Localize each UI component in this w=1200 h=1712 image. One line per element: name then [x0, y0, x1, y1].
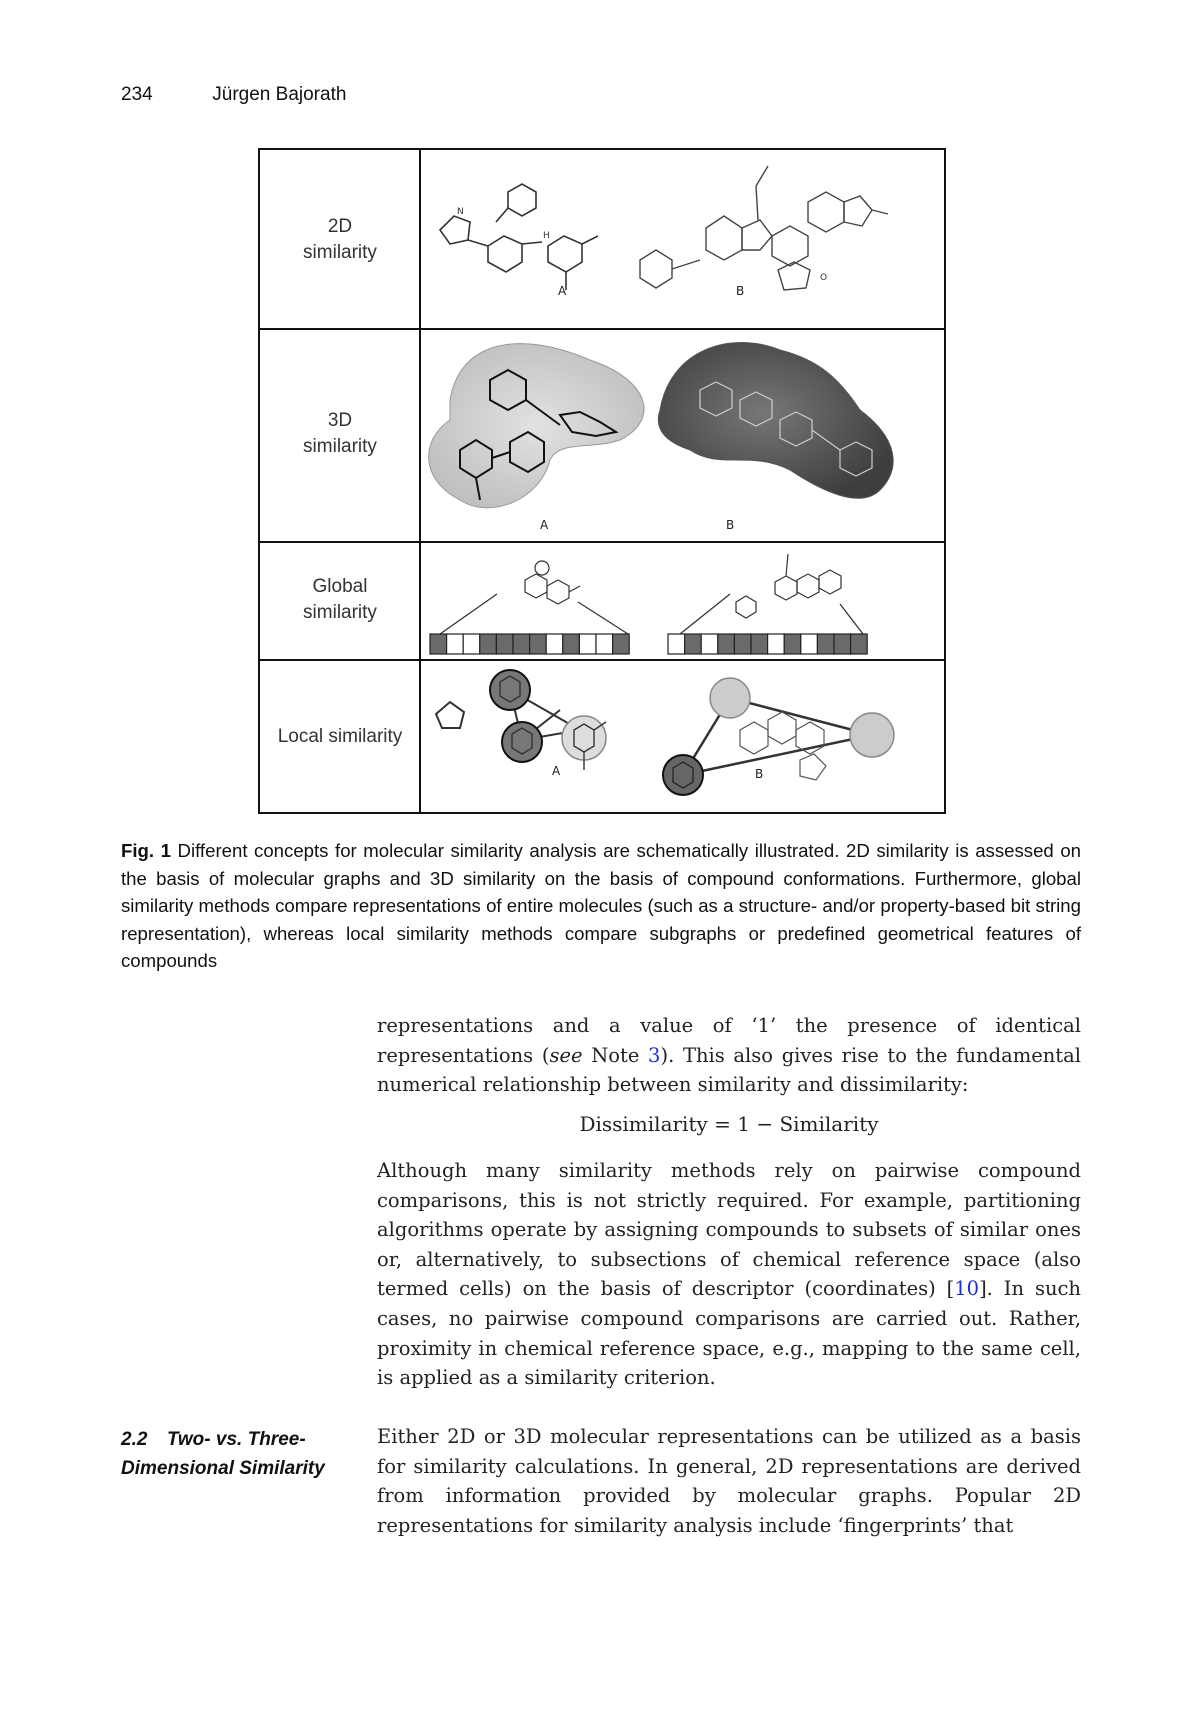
bit-cell: [563, 634, 580, 654]
surface-3d-a: [429, 344, 644, 508]
author-name: Jürgen Bajorath: [212, 84, 347, 105]
bit-cell: [784, 634, 801, 654]
bit-cell: [613, 634, 630, 654]
molecule-2d-b: [640, 166, 888, 290]
local-molecule-b: [663, 678, 894, 795]
page-number: 234: [121, 84, 153, 105]
figure-1: [258, 148, 946, 814]
see-italic: see: [549, 1043, 583, 1067]
global-molecule-a: [525, 561, 580, 604]
paragraph-3: Either 2D or 3D molecular representations can be utilized as a basis for similarity calculations. In general, 2D representations are derived from information provided by molecular graphs. Popular 2D representations for similarity analysis include ‘fingerprints’ that: [377, 1425, 1081, 1537]
bit-cell: [480, 634, 497, 654]
bit-cell: [751, 634, 768, 654]
marker-local-a: A: [552, 764, 561, 778]
bit-cell: [817, 634, 834, 654]
row-label-local: Local similarity: [277, 726, 403, 747]
bit-cell: [447, 634, 464, 654]
local-feature-b1: [710, 678, 750, 718]
caption-text: Different concepts for molecular similarity analysis are schematically illustrated. 2D similarity is assessed on the basis of molecular graphs and 3D similarity on the basis of compound conformations. Furthermore, global similarity methods compare representations of entire molecules (such as a structure- and/or property-based bit string representation), whereas local similarity methods compare subgraphs or predefined geometrical features of compounds: [121, 840, 1082, 971]
row-label-global: Global similarity: [303, 576, 377, 623]
marker-3d-b: B: [726, 518, 735, 532]
row-label-2d: 2D similarity: [303, 216, 377, 263]
bit-cell: [596, 634, 613, 654]
bit-cell: [701, 634, 718, 654]
atom-label-h: H: [543, 231, 550, 241]
local-feature-b2: [850, 713, 894, 757]
bit-cell: [851, 634, 868, 654]
marker-local-b: B: [755, 767, 764, 781]
marker-2d-b: B: [736, 284, 745, 298]
bit-cell: [801, 634, 818, 654]
section-title: Two- vs. Three-Dimensional Similarity: [121, 1429, 325, 1479]
bit-cell: [546, 634, 563, 654]
paragraph-2: Although many similarity methods rely on pairwise compound comparisons, this is not strictly required. For example, partitioning algorithms operate by assigning compounds to subsets of similar ones or, alternatively, to subsections of chemical reference space (also termed cells) on the basis of descriptor (coordinates) [10]. In such cases, no pairwise compound comparisons are carried out. Rather, proximity in chemical reference space, e.g., mapping to the same cell, is applied as a similarity criterion.: [377, 1159, 1081, 1390]
bit-cell: [834, 634, 851, 654]
running-header: [121, 84, 346, 106]
molecule-2d-a: [440, 184, 598, 290]
bit-cell: [496, 634, 513, 654]
row-label-3d: 3D similarity: [303, 410, 377, 457]
local-molecule-a: [436, 670, 606, 778]
bit-string-b: [668, 634, 867, 654]
bit-cell: [530, 634, 547, 654]
section-number: 2.2: [121, 1429, 148, 1450]
marker-2d-a: A: [558, 284, 567, 298]
bit-cell: [668, 634, 685, 654]
figure-caption: [121, 837, 1081, 975]
paragraph-1: representations and a value of ‘1’ the presence of identical representations (see Note 3). This also gives rise to the fundamental numerical relationship between similarity and dissimilarity:: [377, 1014, 1081, 1097]
bit-cell: [579, 634, 596, 654]
marker-3d-a: A: [540, 518, 549, 532]
atom-label-n: N: [457, 207, 464, 217]
equation: Dissimilarity = 1 − Similarity: [579, 1112, 879, 1136]
bit-cell: [430, 634, 447, 654]
note-link[interactable]: 3: [648, 1043, 661, 1067]
bit-cell: [734, 634, 751, 654]
reference-link[interactable]: 10: [954, 1277, 980, 1301]
local-feature-b3: [663, 755, 703, 795]
bit-cell: [768, 634, 785, 654]
bit-string-a: [430, 634, 629, 654]
global-molecule-b: [736, 554, 841, 618]
bit-cell: [718, 634, 735, 654]
caption-label: Fig. 1: [121, 840, 171, 861]
bit-cell: [685, 634, 702, 654]
section-heading: [121, 1425, 346, 1483]
bit-cell: [463, 634, 480, 654]
bit-cell: [513, 634, 530, 654]
atom-label-o: O: [820, 273, 828, 283]
